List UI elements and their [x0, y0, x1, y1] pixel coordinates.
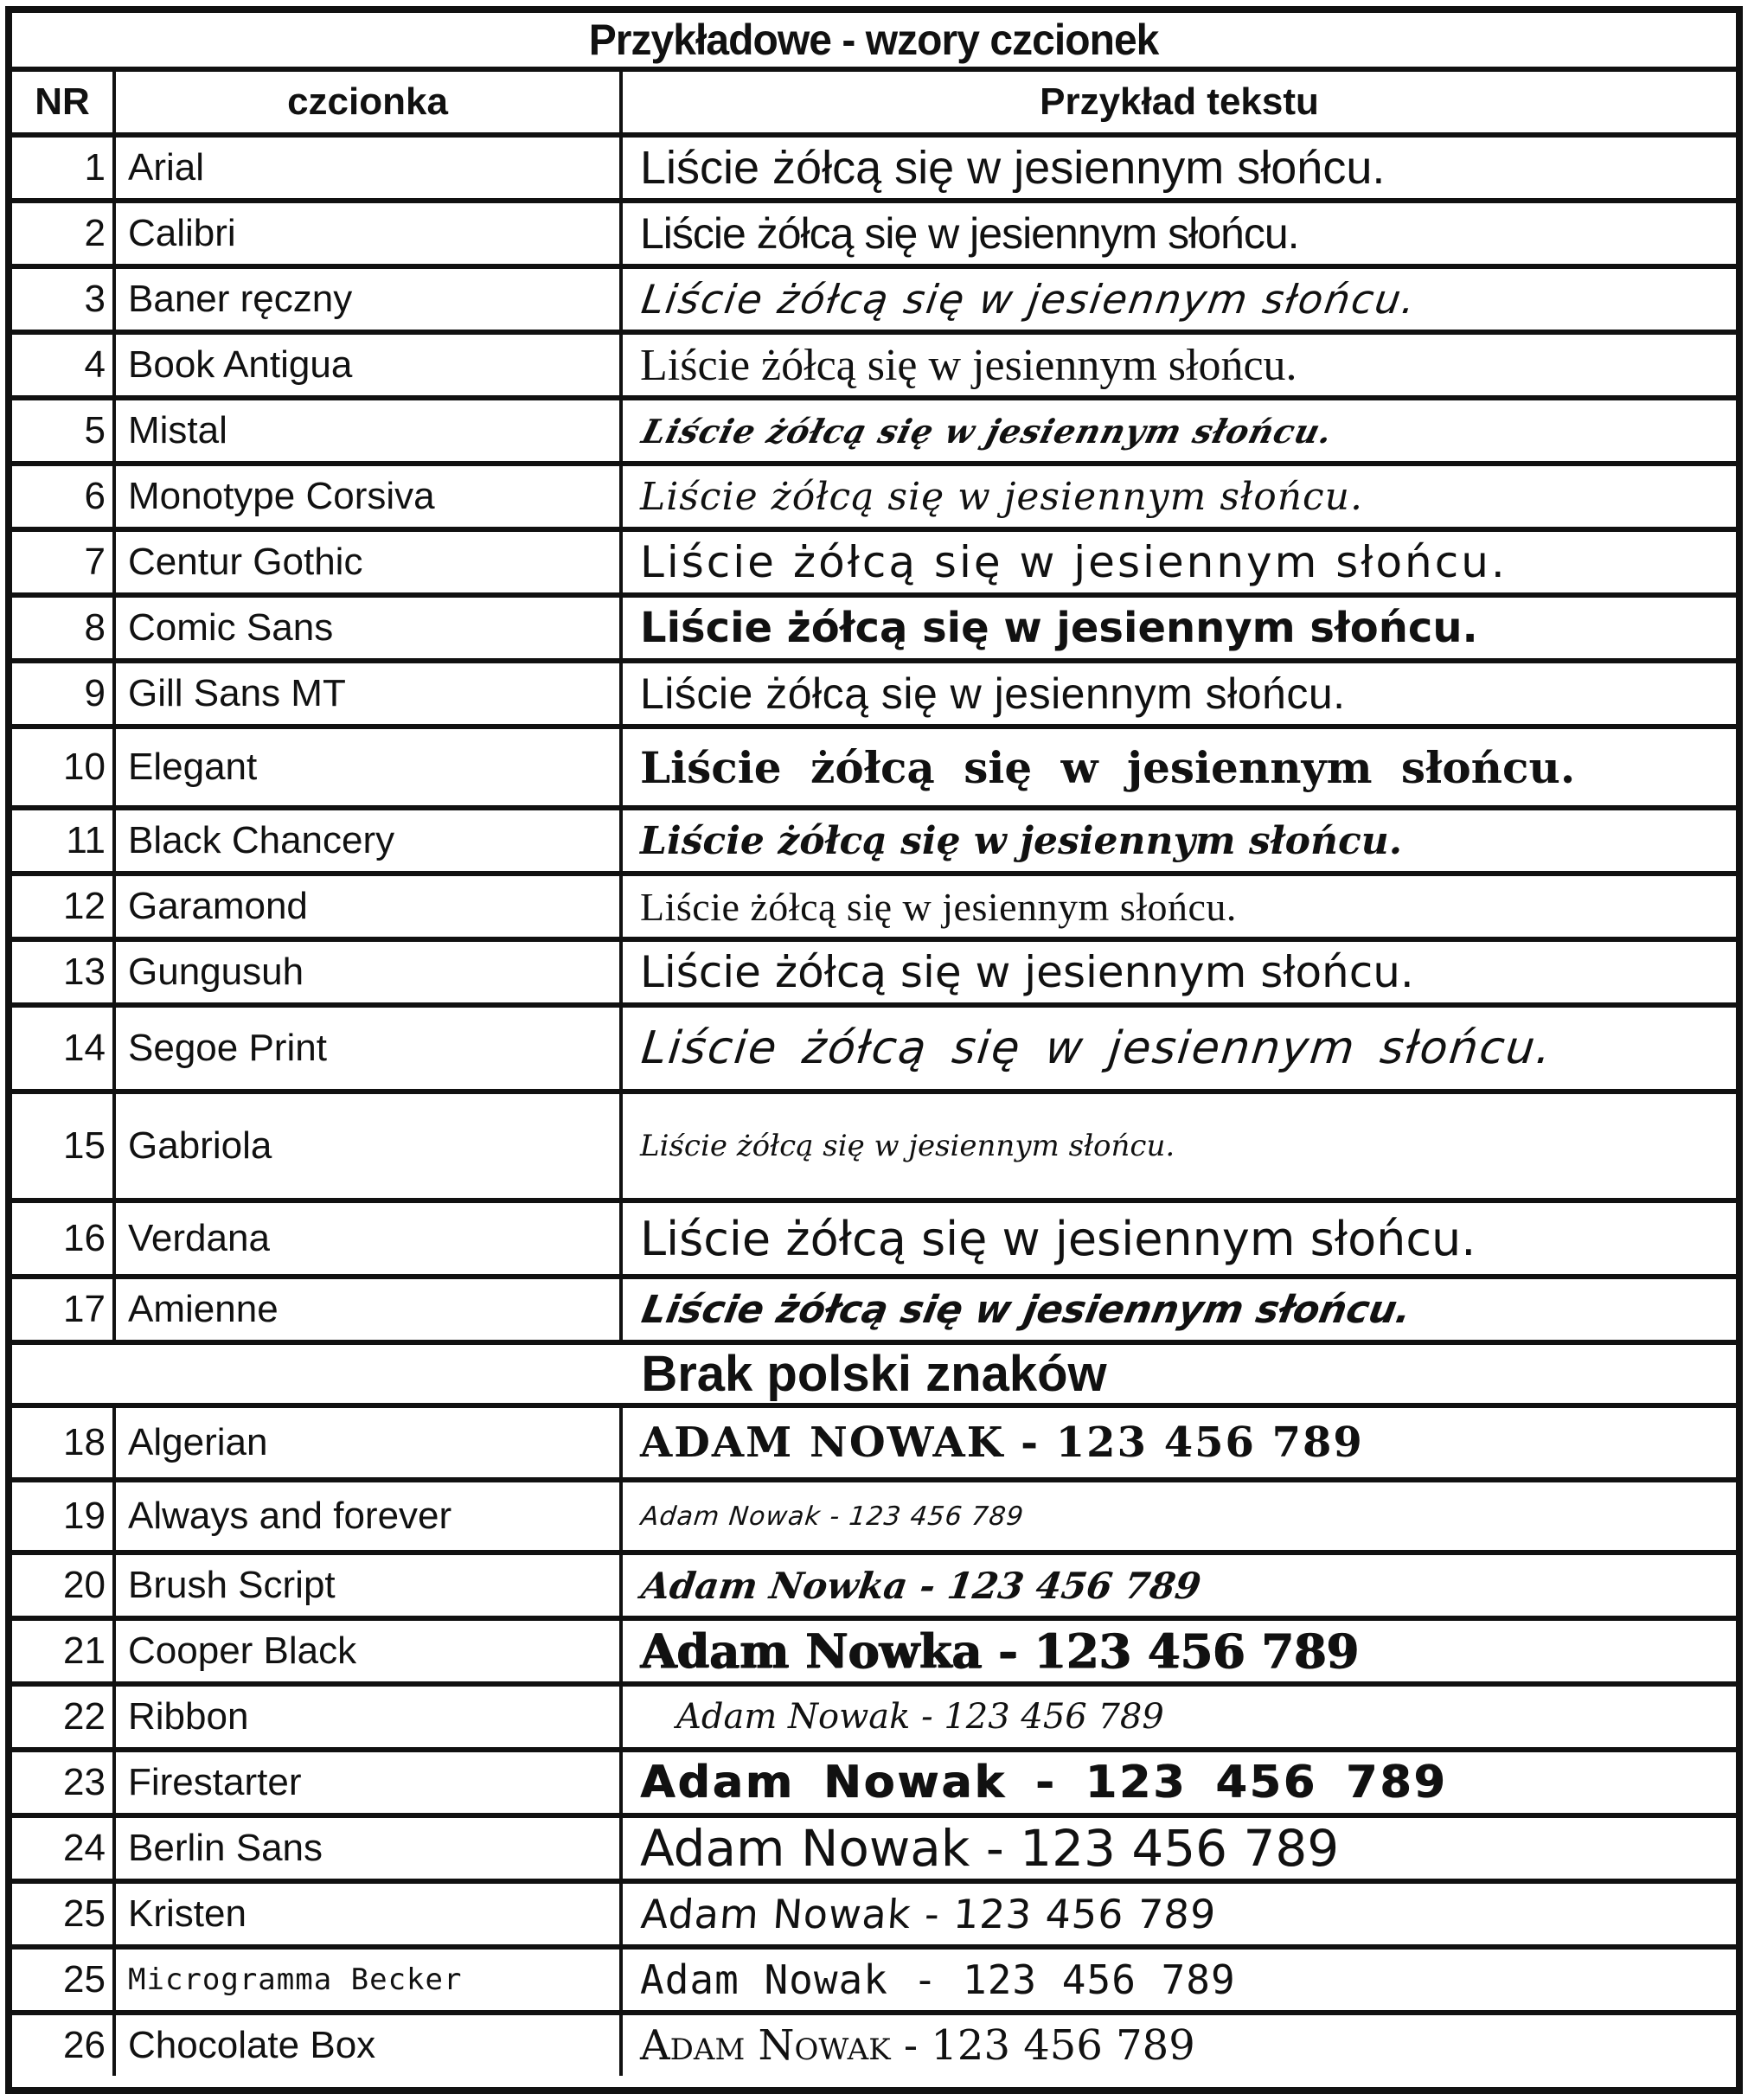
- column-header-sample: Przykład tekstu: [619, 72, 1736, 132]
- row-number: 22: [63, 1695, 106, 1738]
- table-row: [12, 1089, 1736, 1198]
- table-row: [12, 1944, 1736, 2010]
- table-row: [12, 1681, 1736, 1747]
- table-row: [12, 658, 1736, 724]
- font-name: Comic Sans: [112, 598, 619, 658]
- table-row: [12, 1198, 1736, 1274]
- sample-text: Liście żółcą się w jesiennym słońcu.: [640, 818, 1403, 863]
- table-row: [12, 1616, 1736, 1681]
- sample-text: Adam Nowak - 123 456 789: [639, 1501, 1026, 1532]
- sample-text-cell: [619, 1279, 1736, 1340]
- row-number: 19: [63, 1495, 106, 1537]
- table-row: [12, 395, 1736, 461]
- row-number: 12: [63, 885, 106, 927]
- font-name: Berlin Sans: [112, 1818, 619, 1879]
- sample-text: Adam Nowak - 123 456 789: [676, 1697, 1164, 1737]
- table-row: [12, 1879, 1736, 1944]
- sample-text: Adam Nowka - 123 456 789: [638, 1564, 1204, 1607]
- row-number: 7: [84, 541, 106, 583]
- row-number: 21: [63, 1629, 106, 1672]
- sample-text-cell: [619, 138, 1736, 198]
- pangram-rows-section: [12, 132, 1736, 1340]
- row-number: 1: [84, 146, 106, 189]
- sample-text-cell: [619, 466, 1736, 527]
- table-row: [12, 1403, 1736, 1477]
- table-row: [12, 527, 1736, 592]
- sample-text-cell: [619, 532, 1736, 592]
- row-number: 26: [63, 2024, 106, 2066]
- sample-text-cell: [619, 1950, 1736, 2010]
- row-number: 3: [84, 278, 106, 320]
- sample-text-cell: [619, 663, 1736, 724]
- sample-text: Liście żółcą się w jesiennym słońcu.: [640, 884, 1237, 929]
- sample-text-cell: [619, 269, 1736, 330]
- row-number: 17: [63, 1288, 106, 1330]
- font-name: Black Chancery: [112, 810, 619, 871]
- sample-text: Liście żółcą się w jesiennym słońcu.: [640, 142, 1386, 194]
- font-name: Firestarter: [112, 1752, 619, 1813]
- sample-text: Liście żółcą się w jesiennym słońcu.: [640, 537, 1508, 587]
- column-header-font: czcionka: [112, 72, 619, 132]
- sample-text: Liście żółcą się w jesiennym słońcu.: [637, 411, 1337, 451]
- row-number: 18: [63, 1421, 106, 1463]
- sample-text: Liście żółcą się w jesiennym słońcu.: [640, 947, 1414, 997]
- font-name: Segoe Print: [112, 1008, 619, 1089]
- row-number: 25: [63, 1958, 106, 2001]
- sample-text: Adam Nowak - 123 456 789: [640, 1757, 1448, 1809]
- sample-text: Liście żółcą się w jesiennym słońcu.: [640, 340, 1297, 390]
- sample-text: Liście żółcą się w jesiennym słońcu.: [638, 1287, 1415, 1332]
- font-name: Always and forever: [112, 1482, 619, 1550]
- section-header-row: [12, 1340, 1736, 1403]
- table-row: [12, 592, 1736, 658]
- sample-text-cell: [619, 942, 1736, 1002]
- font-name: Book Antigua: [112, 335, 619, 395]
- table-row: [12, 132, 1736, 198]
- font-name: Brush Script: [112, 1555, 619, 1616]
- font-samples-table: [5, 6, 1743, 2094]
- sample-text: Adam Nowak - 123 456 789: [639, 1891, 1218, 1937]
- sample-text: Adam Nowka - 123 456 789: [640, 1623, 1359, 1679]
- sample-text-cell: [619, 1687, 1736, 1747]
- sample-text-cell: [619, 335, 1736, 395]
- table-title-row: [12, 13, 1736, 67]
- sample-text: Liście żółcą się w jesiennym słońcu.: [640, 474, 1363, 519]
- row-number: 16: [63, 1217, 106, 1259]
- font-name: Monotype Corsiva: [112, 466, 619, 527]
- font-name: Centur Gothic: [112, 532, 619, 592]
- font-name: Mistal: [112, 400, 619, 461]
- row-number: 10: [63, 746, 106, 788]
- table-row: [12, 871, 1736, 937]
- font-name: Gill Sans MT: [112, 663, 619, 724]
- row-number: 24: [63, 1827, 106, 1869]
- font-name: Gungusuh: [112, 942, 619, 1002]
- table-header-row: [12, 67, 1736, 132]
- table-row: [12, 2010, 1736, 2076]
- font-name: Amienne: [112, 1279, 619, 1340]
- sample-text-cell: [619, 1008, 1736, 1089]
- table-row: [12, 1274, 1736, 1340]
- font-name: Verdana: [112, 1203, 619, 1274]
- font-name: Baner ręczny: [112, 269, 619, 330]
- table-row: [12, 724, 1736, 805]
- table-row: [12, 1550, 1736, 1616]
- font-name: Algerian: [112, 1408, 619, 1477]
- table-row: [12, 1002, 1736, 1089]
- table-row: [12, 264, 1736, 330]
- font-name: Calibri: [112, 203, 619, 264]
- sample-text: Adam Nowak - 123 456 789: [640, 2021, 1195, 2070]
- font-name: Garamond: [112, 876, 619, 937]
- table-row: [12, 198, 1736, 264]
- sample-text: ADAM NOWAK - 123 456 789: [640, 1418, 1364, 1467]
- sample-text-cell: [619, 1621, 1736, 1681]
- column-header-nr: NR: [35, 80, 90, 123]
- row-number: 11: [66, 819, 106, 861]
- font-name: Microgramma Becker: [112, 1950, 619, 2010]
- font-name: Gabriola: [112, 1094, 619, 1198]
- section-header: Brak polski znaków: [641, 1346, 1107, 1402]
- table-row: [12, 937, 1736, 1002]
- font-name: Cooper Black: [112, 1621, 619, 1681]
- font-name: Elegant: [112, 729, 619, 805]
- sample-text: Liście żółcą się w jesiennym słońcu.: [638, 276, 1420, 323]
- row-number: 15: [63, 1124, 106, 1167]
- sample-text-cell: [619, 400, 1736, 461]
- sample-text: Liście żółcą się w jesiennym słońcu.: [640, 604, 1478, 652]
- sample-text-cell: [619, 1884, 1736, 1944]
- sample-text-cell: [619, 2015, 1736, 2076]
- sample-text-cell: [619, 203, 1736, 264]
- sample-text: Adam Nowak - 123 456 789: [640, 1956, 1236, 2003]
- table-row: [12, 1477, 1736, 1550]
- row-number: 13: [63, 951, 106, 993]
- sample-text: Liście żółcą się w jesiennym słońcu.: [640, 669, 1346, 718]
- sample-text: Adam Nowak - 123 456 789: [640, 1819, 1340, 1878]
- row-number: 8: [84, 606, 106, 649]
- row-number: 14: [63, 1027, 106, 1069]
- sample-text: Liście żółcą się w jesiennym słońcu.: [638, 1022, 1555, 1074]
- row-number: 23: [63, 1761, 106, 1803]
- sample-text-cell: [619, 598, 1736, 658]
- sample-text: Liście żółcą się w jesiennym słońcu.: [640, 741, 1576, 793]
- sample-text-cell: [619, 1482, 1736, 1550]
- sample-text-cell: [619, 1094, 1736, 1198]
- table-row: [12, 805, 1736, 871]
- font-name: Kristen: [112, 1884, 619, 1944]
- font-name: Ribbon: [112, 1687, 619, 1747]
- row-number: 9: [84, 672, 106, 714]
- table-row: [12, 461, 1736, 527]
- font-name: Chocolate Box: [112, 2015, 619, 2076]
- sample-text: Liście żółcą się w jesiennym słońcu.: [640, 209, 1299, 258]
- sample-text-cell: [619, 1752, 1736, 1813]
- table-row: [12, 1747, 1736, 1813]
- row-number: 4: [84, 343, 106, 386]
- sample-text-cell: [619, 729, 1736, 805]
- sample-text-cell: [619, 1555, 1736, 1616]
- sample-text-cell: [619, 1408, 1736, 1477]
- sample-text: Liście żółcą się w jesiennym słońcu.: [640, 1211, 1476, 1266]
- sample-text-cell: [619, 1203, 1736, 1274]
- sample-text-cell: [619, 1818, 1736, 1879]
- row-number: 6: [84, 475, 106, 517]
- no-polish-chars-rows-section: [12, 1403, 1736, 2076]
- table-row: [12, 330, 1736, 395]
- sample-text-cell: [619, 876, 1736, 937]
- page-title: Przykładowe - wzory czcionek: [589, 16, 1159, 64]
- sample-text: Liście żółcą się w jesiennym słońcu.: [640, 1129, 1175, 1163]
- sample-text-cell: [619, 810, 1736, 871]
- table-row: [12, 1813, 1736, 1879]
- row-number: 2: [84, 212, 106, 254]
- font-name: Arial: [112, 138, 619, 198]
- row-number: 20: [63, 1564, 106, 1606]
- row-number: 25: [63, 1892, 106, 1935]
- row-number: 5: [84, 409, 106, 451]
